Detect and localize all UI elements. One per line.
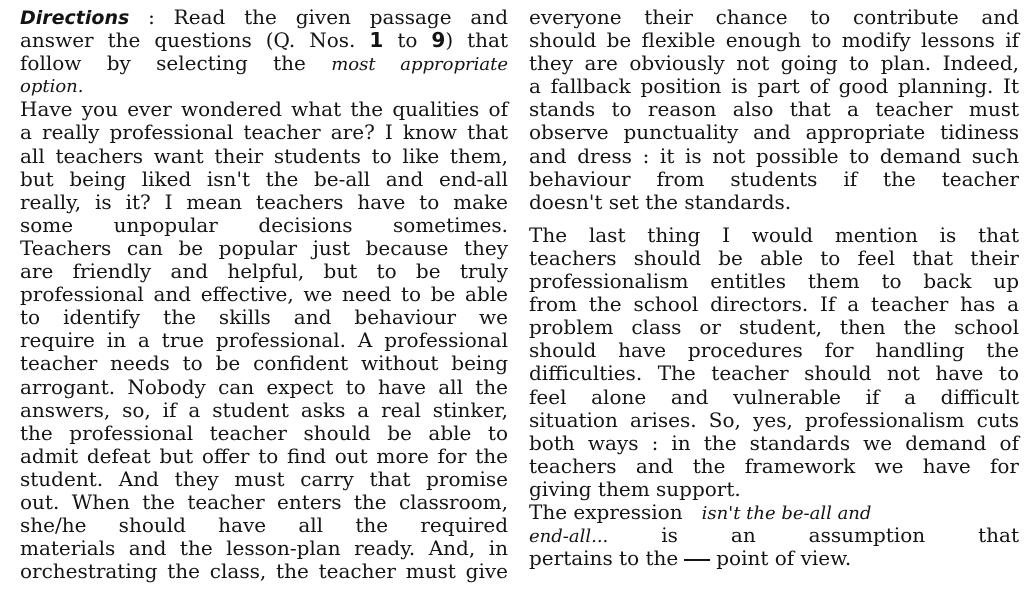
- passage-line: the professional teacher should be able to: [20, 420, 508, 445]
- passage-line: feel alone and vulnerable if a difficult: [529, 384, 1019, 409]
- passage-right-paragraph-2: [529, 224, 1019, 501]
- passage-line: they are obviously not going to plan. Indeed,: [529, 51, 1019, 76]
- right-column: [529, 6, 1019, 570]
- directions-label: Directions: [20, 7, 130, 29]
- directions-text: : Read the given passage and: [148, 5, 508, 29]
- passage-line: The last thing I would mention is that: [529, 222, 1019, 247]
- passage-right-paragraph-1: [529, 6, 1019, 214]
- passage-line: Teachers can be popular just because they: [20, 235, 508, 260]
- passage-line: situation arises. So, yes, professionalism cuts: [529, 407, 1019, 432]
- passage-line: a really professional teacher are? I know that: [20, 120, 508, 145]
- passage-line: require in a true professional. A professional: [20, 328, 508, 353]
- directions-text: answer the questions (Q. Nos.: [20, 28, 356, 53]
- question-text: point of view.: [716, 546, 852, 571]
- passage-line: stands to reason also that a teacher must: [529, 97, 1019, 122]
- passage-line: doesn't set the standards.: [529, 189, 792, 214]
- left-column: [20, 6, 508, 583]
- passage-line: behaviour from students if the teacher: [529, 166, 1019, 191]
- directions-text: follow by selecting the: [20, 51, 306, 76]
- passage-line: difficulties. The teacher should not have to: [529, 361, 1019, 386]
- passage-line: everyone their chance to contribute and: [529, 5, 1019, 29]
- question-line-3: [529, 547, 1019, 570]
- question-line-2: [529, 524, 1019, 547]
- passage-line: teachers and the framework we have for: [529, 453, 1019, 478]
- passage-line: some unpopular decisions sometimes.: [20, 212, 508, 237]
- question-block: [529, 501, 1019, 570]
- question-quote: end-all...: [529, 526, 609, 548]
- passage-line: problem class or student, then the school: [529, 315, 1019, 340]
- passage-line: a fallback position is part of good planning. It: [529, 74, 1019, 99]
- passage-line: materials and the lesson-plan ready. And, in: [20, 536, 508, 561]
- passage-line: arrogant. Nobody can expect to have all the: [20, 374, 508, 399]
- passage-line: all teachers want their students to like them,: [20, 143, 508, 168]
- question-text: The expression: [529, 499, 683, 524]
- passage-line: from the school directors. If a teacher has a: [529, 292, 1019, 317]
- directions-line-2: [20, 29, 508, 52]
- directions-line-4: option.: [20, 76, 84, 98]
- passage-line: professionalism entitles them to back up: [529, 269, 1019, 294]
- directions-text: ) that: [445, 28, 509, 53]
- question-line-1: [529, 501, 1019, 524]
- passage-line: she/he should have all the required: [20, 513, 508, 538]
- directions-text: to: [397, 28, 418, 53]
- passage-line: but being liked isn't the be-all and end-all: [20, 166, 508, 191]
- passage-line: are friendly and helpful, but to be truly: [20, 259, 508, 284]
- passage-line: teachers should be able to feel that their: [529, 245, 1019, 270]
- passage-line: giving them support.: [529, 476, 741, 501]
- passage-line: admit defeat but offer to find out more for the: [20, 443, 508, 468]
- answer-blank: [684, 559, 710, 561]
- question-quote: isn't the be-all and: [701, 502, 872, 524]
- passage-line: to identify the skills and behaviour we: [20, 305, 508, 330]
- directions-line-3: [20, 52, 508, 75]
- passage-line: Have you ever wondered what the qualities of: [20, 97, 508, 122]
- question-number-from: 1: [369, 28, 384, 53]
- passage-line: really, is it? I mean teachers have to make: [20, 189, 508, 214]
- passage-left: [20, 98, 508, 583]
- question-text: pertains to the: [529, 546, 679, 571]
- passage-line: professional and effective, we need to be able: [20, 282, 508, 307]
- directions-line-1: [20, 6, 508, 29]
- passage-line: orchestrating the class, the teacher must give: [20, 559, 508, 584]
- question-number-to: 9: [431, 28, 446, 53]
- directions-emphasis: most appropriate: [331, 54, 508, 76]
- passage-line: both ways : in the standards we demand of: [529, 430, 1019, 455]
- passage-line: observe punctuality and appropriate tidiness: [529, 120, 1019, 145]
- passage-line: and dress : it is not possible to demand such: [529, 143, 1019, 168]
- question-text: is an assumption that: [661, 523, 1019, 548]
- passage-line: should have procedures for handling the: [529, 338, 1019, 363]
- passage-line: teacher needs to be confident without being: [20, 351, 508, 376]
- passage-line: out. When the teacher enters the classroom,: [20, 489, 508, 514]
- passage-line: answers, so, if a student asks a real stinker,: [20, 397, 508, 422]
- passage-line: should be flexible enough to modify lessons if: [529, 28, 1019, 53]
- passage-line: student. And they must carry that promise: [20, 466, 508, 491]
